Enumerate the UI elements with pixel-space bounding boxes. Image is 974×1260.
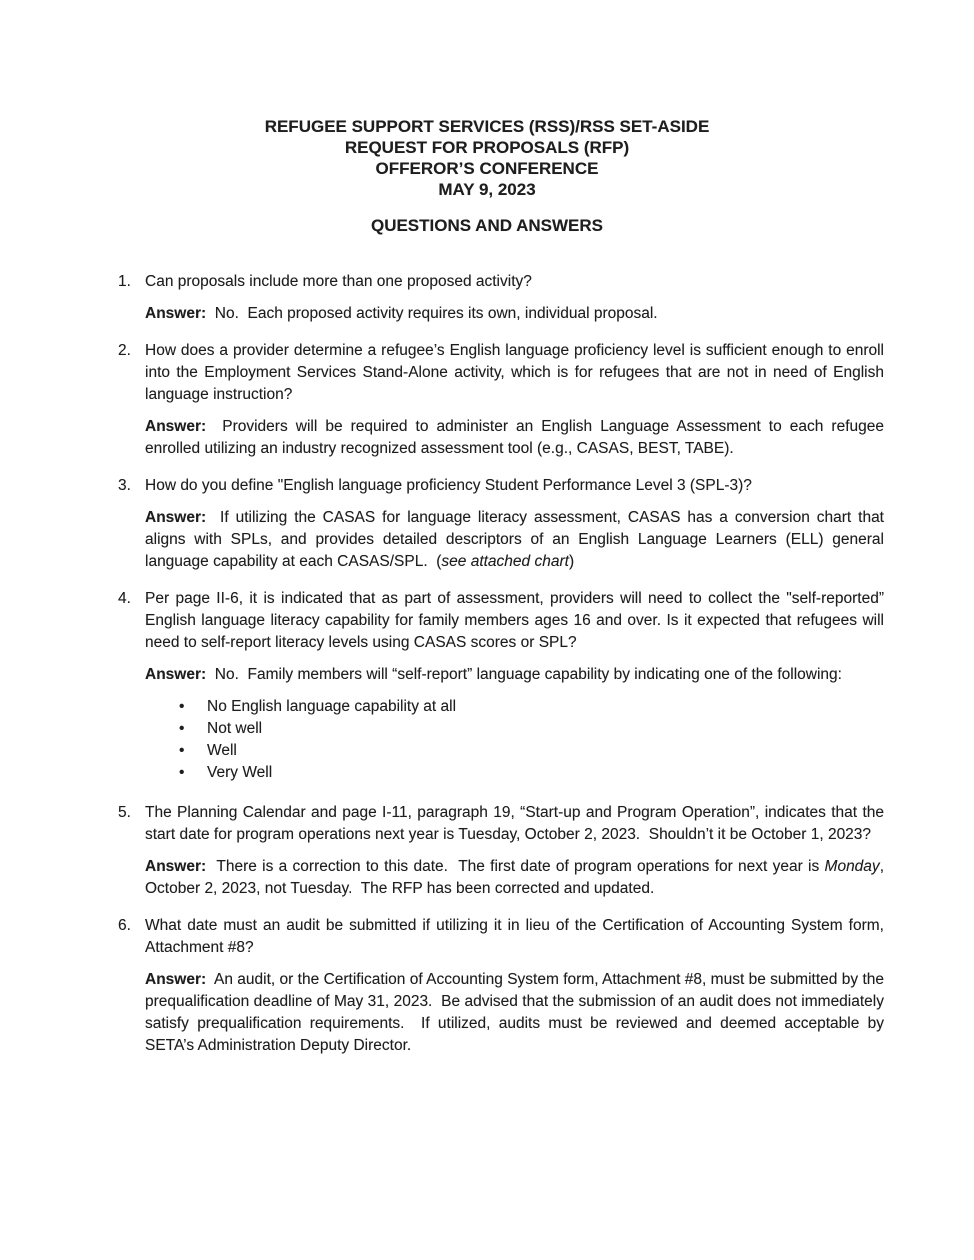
qa-item: [118, 475, 889, 583]
italic-text: Monday: [824, 858, 880, 875]
text-run: Can proposals include more than one proposed activity?: [145, 273, 532, 290]
text-run: How does a provider determine a refugee’s English language proficiency level is sufficient enough to enroll into the Employment Services Stand-Alone activity, which is for refugees that are not in need of English language instruction?: [145, 342, 889, 403]
question-text: [145, 475, 884, 497]
question-text: [145, 915, 888, 959]
qa-item: [118, 340, 889, 470]
bullet-list: [145, 696, 884, 784]
answer-text: [145, 664, 884, 686]
qa-item: [118, 802, 889, 910]
answer-label: Answer:: [145, 858, 207, 875]
text-run: An audit, or the Certification of Accounting System form, Attachment #8, must be submitted by the prequalification deadline of May 31, 2023. Be advised that the submission of an audit does not immediately satisfy prequalification requirements. If utilized, audits must be reviewed and deemed acceptable by SETA’s Administration Deputy Director.: [145, 971, 889, 1054]
text-run: , October 2, 2023, not Tuesday. The RFP has been corrected and updated.: [145, 858, 889, 897]
text-run: Providers will be required to administer an English Language Assessment to each refugee enrolled utilizing an industry recognized assessment tool (e.g., CASAS, BEST, TABE).: [145, 418, 889, 457]
text-run: The Planning Calendar and page I-11, paragraph 19, “Start-up and Program Operation”, indicates that the start date for program operations next year is Tuesday, October 2, 2023. Shouldn’t it be October 1, 2023?: [145, 804, 889, 843]
question-number: 4.: [118, 590, 131, 607]
bullet-item: • No English language capability at all: [145, 696, 884, 718]
text-run: What date must an audit be submitted if utilizing it in lieu of the Certification of Accounting System form, Attachment #8?: [145, 917, 888, 956]
title-line-conference: OFFEROR’S CONFERENCE: [375, 159, 599, 178]
question-number: 5.: [118, 804, 131, 821]
document-title-block: [0, 116, 974, 200]
question-number: 2.: [118, 342, 131, 359]
title-line-rfp: REQUEST FOR PROPOSALS (RFP): [344, 138, 630, 157]
qa-body: [145, 915, 889, 1067]
answer-label: Answer:: [145, 971, 207, 988]
question-number: 3.: [118, 477, 131, 494]
answer-label: Answer:: [145, 666, 207, 683]
question-text: [145, 340, 889, 406]
text-run: There is a correction to this date. The first date of program operations for next year is: [206, 858, 825, 875]
question-number: 6.: [118, 917, 131, 934]
qa-body: [145, 475, 889, 583]
text-run: How do you define "English language proficiency Student Performance Level 3 (SPL-3)?: [145, 477, 752, 494]
answer-label: Answer:: [145, 418, 207, 435]
question-text: [145, 271, 884, 293]
title-line-date: MAY 9, 2023: [438, 180, 536, 199]
qa-item: [118, 271, 884, 335]
qa-body: [145, 802, 889, 910]
text-run: ): [568, 553, 575, 570]
title-line-program: REFUGEE SUPPORT SERVICES (RSS)/RSS SET-ASIDE: [264, 117, 710, 136]
qa-item: [118, 915, 889, 1067]
qa-body: [145, 271, 884, 335]
answer-text: [145, 416, 889, 460]
answer-text: [145, 303, 884, 325]
text-run: Per page II-6, it is indicated that as part of assessment, providers will need to collect the "self-reported” English language literacy capability for family members ages 16 and over. Is it expected that refugees will need to self-report literacy levels using CASAS scores or SPL?: [145, 590, 889, 651]
answer-label: Answer:: [145, 305, 207, 322]
question-text: [145, 802, 889, 846]
answer-text: [145, 856, 889, 900]
qa-item: [118, 588, 889, 797]
question-number: 1.: [118, 273, 131, 290]
qa-body: [145, 588, 889, 797]
italic-text: see attached chart: [441, 553, 569, 570]
question-text: [145, 588, 889, 654]
qa-body: [145, 340, 889, 470]
text-run: No. Each proposed activity requires its own, individual proposal.: [206, 305, 658, 322]
qa-list: [118, 271, 889, 1067]
bullet-item: • Well: [145, 740, 884, 762]
text-run: No. Family members will “self-report” language capability by indicating one of the following:: [206, 666, 842, 683]
bullet-item: • Not well: [145, 718, 884, 740]
text-run: If utilizing the CASAS for language literacy assessment, CASAS has a conversion chart that aligns with SPLs, and provides detailed descriptors of an English Language Learners (ELL) general language capability at each CASAS/SPL. (: [145, 509, 889, 570]
section-title: QUESTIONS AND ANSWERS: [370, 216, 604, 235]
answer-label: Answer:: [145, 509, 207, 526]
answer-text: [145, 507, 889, 573]
answer-text: [145, 969, 889, 1057]
bullet-item: • Very Well: [145, 762, 884, 784]
